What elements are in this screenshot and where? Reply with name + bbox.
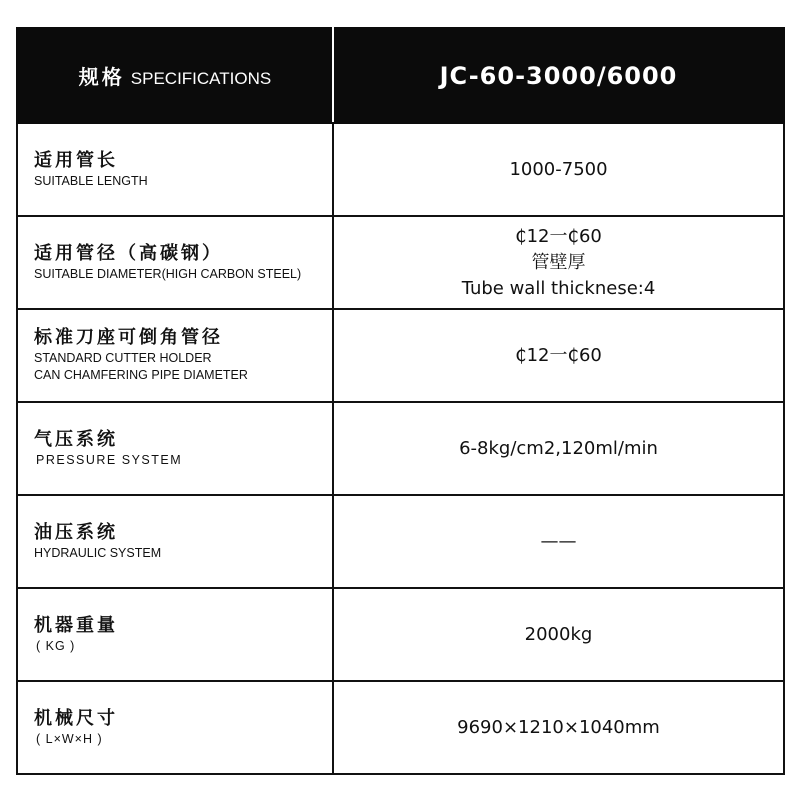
row-label-en: STANDARD CUTTER HOLDER [34,351,212,365]
row-label-cn: 机器重量 [34,614,118,636]
row-label-en: CAN CHAMFERING PIPE DIAMETER [34,368,248,382]
table-row [17,402,784,495]
row-value-cell [333,309,784,402]
header-spec-en: SPECIFICATIONS [130,69,272,88]
row-value: —— [540,530,577,552]
header-spec-cn: 规格 [78,65,125,89]
row-label-cell [17,588,333,681]
table-row [17,216,784,309]
row-value: 9690×1210×1040mm [457,716,660,738]
row-label-cn: 气压系统 [34,428,118,450]
row-label-cell [17,123,333,216]
row-label-cell [17,309,333,402]
row-value: ₵12一₵60 [515,344,602,366]
header-model: JC-60-3000/6000 [333,28,784,123]
table-row [17,309,784,402]
row-label-cn: 适用管长 [34,149,118,171]
table-row [17,495,784,588]
row-value-cell [333,123,784,216]
row-value: 2000kg [524,623,593,645]
row-label-en: SUITABLE DIAMETER(HIGH CARBON STEEL) [34,266,302,281]
row-value: ₵12一₵60 [515,225,602,247]
row-label-en: SUITABLE LENGTH [34,173,148,188]
row-value: 管壁厚 [531,251,586,273]
row-value: 6-8kg/cm2,120ml/min [459,437,658,459]
row-label-cn: 标准刀座可倒角管径 [34,327,223,348]
row-label-en: ( KG ) [36,638,76,653]
row-label-cn: 油压系统 [34,521,118,543]
row-value: Tube wall thicknese:4 [461,277,656,299]
row-value-cell [333,495,784,588]
row-value-cell [333,681,784,774]
row-label-cell [17,495,333,588]
row-value-cell [333,402,784,495]
row-label-en: ( L×W×H ) [36,731,103,746]
table-row [17,588,784,681]
table-row [17,123,784,216]
row-value: 1000-7500 [509,158,608,180]
table-header-row [17,28,784,123]
row-label-cell [17,681,333,774]
row-label-cell [17,216,333,309]
row-label-cn: 适用管径（高碳钢） [34,242,223,264]
row-label-cn: 机械尺寸 [34,707,118,729]
table-row [17,681,784,774]
row-value-cell [333,216,784,309]
row-label-en: PRESSURE SYSTEM [36,452,183,467]
row-label-cell [17,402,333,495]
specifications-table [16,27,785,775]
row-label-en: HYDRAULIC SYSTEM [34,545,162,560]
header-spec-cell [17,28,333,123]
row-value-cell [333,588,784,681]
